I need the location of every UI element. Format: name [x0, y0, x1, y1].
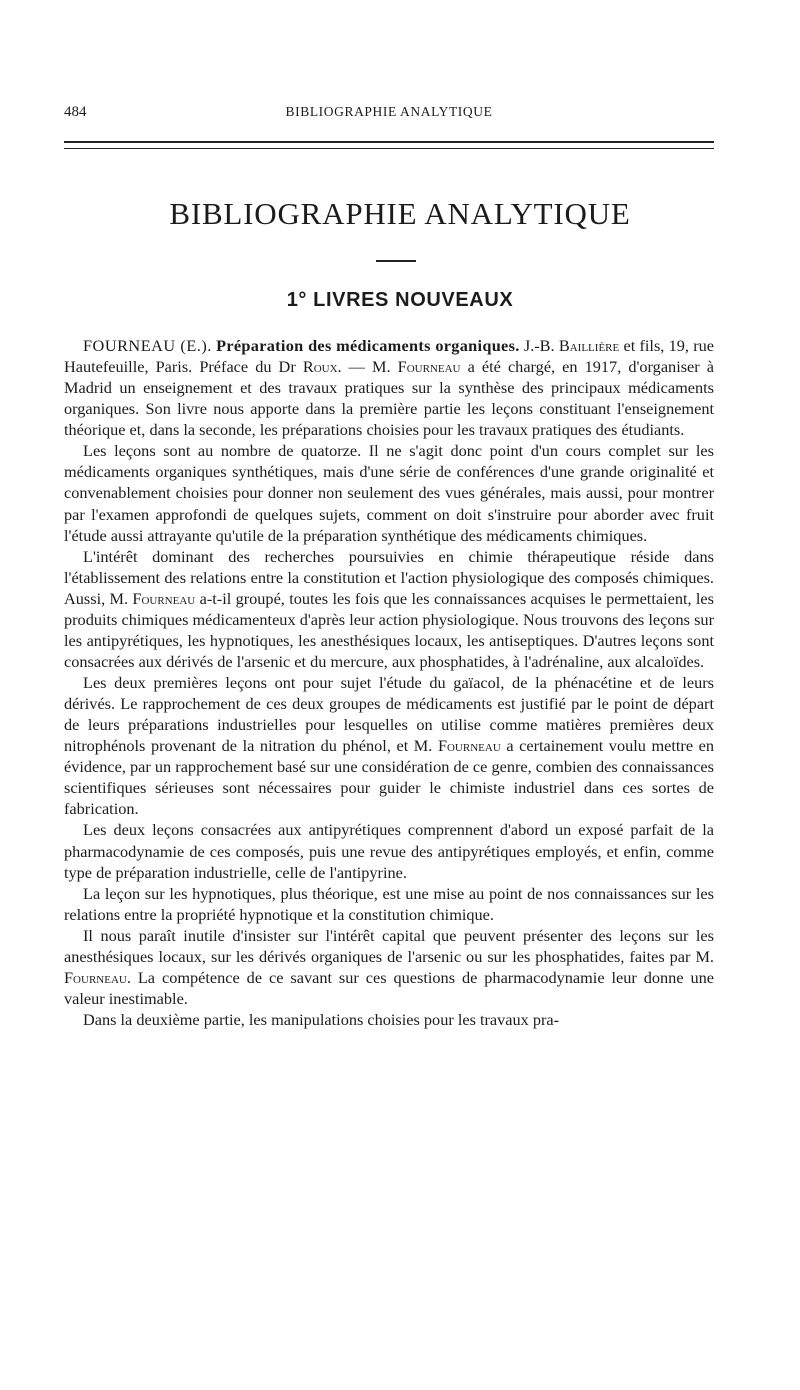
paragraph-5: Les deux leçons consacrées aux antipyrétiques comprennent d'abord un exposé parfait de la pharmacodynamie de ces composés, puis une revue des antipyrétiques employés, et enfin, comme type de préparation industrielle, celle de l'antipyrine. — [64, 820, 714, 882]
p4-text-a: Les deux premières leçons ont pour sujet l'étude du gaïacol, de la phénacétine et de leurs dérivés. Le rapprochement de ces deux groupes de médicaments est justifié par le point de départ de leurs préparations industrielles pour lesquelles on utilise comme matières premières deux nitrophénols provenant de la nitration du phénol, et M. — [64, 673, 714, 756]
publisher-rest: et fils, 19, rue Hautefeuille, Paris. Préface du Dr — [64, 336, 714, 377]
p3-text-a: L'intérêt dominant des recherches poursuivies en chimie thérapeutique réside dans l'établissement des relations entre la constitution et l'action physiologique des composés chimiques. Aussi, M. — [64, 546, 714, 608]
running-title: BIBLIOGRAPHIE ANALYTIQUE — [285, 104, 493, 119]
paragraph-3 — [64, 546, 714, 672]
preface-author: Roux — [302, 357, 338, 377]
header-double-rule — [64, 141, 714, 149]
author: FOURNEAU (E.). — [83, 336, 212, 355]
author-name: Fourneau — [397, 357, 461, 377]
section-heading: 1° LIVRES NOUVEAUX — [286, 289, 514, 311]
paragraph-2: Les leçons sont au nombre de quatorze. Il ne s'agit donc point d'un cours complet sur les médicaments organiques synthétiques, mais d'une série de conférences d'une grande originalité et convenablement choisies pour donner non seulement des vues générales, mais aussi, pour montrer par l'examen approfondi de quelques sujets, comment on doit s'instruire pour aborder avec fruit l'étude aussi attrayante qu'utile de la préparation synthétique des médicaments chimiques. — [64, 441, 714, 545]
author-name: Fourneau — [132, 588, 196, 608]
running-head — [64, 104, 714, 124]
author-name: Fourneau — [64, 967, 127, 987]
p4-text-b: a certainement voulu mettre en évidence, par un rapprochement basé sur une considération de ce genre, combien des connaissances scientifiques sérieuses sont nécessaires pour guider le chimiste industriel dans ces sortes de fabrication. — [64, 736, 715, 819]
page-title: BIBLIOGRAPHIE ANALYTIQUE — [169, 196, 631, 231]
p3-text-b: a-t-il groupé, toutes les fois que les connaissances acquises le permettaient, les produits chimiques médicamenteux d'après leur action physiologique. Nous trouvons des leçons sur les antipyrétiques, les hypnotiques, les anesthésiques locaux, les antiseptiques. D'autres leçons sont consacrées aux dérivés de l'arsenic et du mercure, aux phosphatides, à l'adrénaline, aux alcaloïdes. — [64, 588, 714, 671]
title-separator-rule — [376, 260, 416, 262]
p7-text-a: Il nous paraît inutile d'insister sur l'intérêt capital que peuvent présenter des leçons sur les anesthésiques locaux, sur les dérivés organiques de l'arsenic ou sur les phosphatides, faites par M. — [64, 925, 714, 966]
page-number: 484 — [64, 104, 87, 120]
paragraph-6: La leçon sur les hypnotiques, plus théorique, est une mise au point de nos connaissances sur les relations entre la propriété hypnotique et la constitution chimique. — [64, 883, 714, 924]
paragraph-4 — [64, 672, 714, 819]
publisher-end: . — [337, 357, 342, 377]
p1-text-b: a été chargé, en 1917, d'organiser à Madrid un enseignement et des travaux pratiques sur la synthèse des principaux médicaments organiques. Son livre nous apporte dans la première partie les leçons constituant l'enseignement théorique et, dans la seconde, les préparations choisies pour les travaux pratiques des étudiants. — [64, 357, 715, 440]
p7-text-b: . La compétence de ce savant sur ces questions de pharmacodynamie leur donne une valeur inestimable. — [64, 967, 714, 1008]
author-name: Fourneau — [437, 736, 501, 756]
paragraph-8: Dans la deuxième partie, les manipulations choisies pour les travaux pra- — [83, 1010, 560, 1029]
paragraph-1 — [64, 335, 714, 440]
review-body — [64, 335, 714, 1030]
p1-text-a: — M. — [341, 357, 398, 377]
publisher-prefix: J.-B. — [523, 336, 559, 355]
paragraph-7 — [64, 925, 714, 1009]
book-title: Préparation des médicaments organiques. — [216, 336, 520, 355]
publisher-name: Baillière — [558, 336, 620, 355]
